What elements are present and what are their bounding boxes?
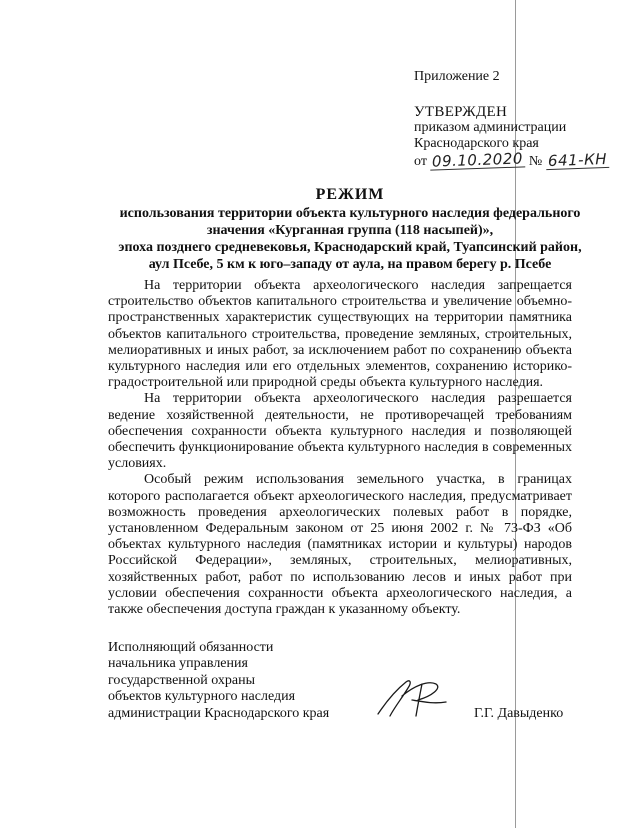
- document-heading: [80, 185, 620, 273]
- handwritten-date: 09.10.2020: [432, 149, 524, 171]
- signatory-line-5: администрации Краснодарского края: [108, 705, 330, 721]
- signatory-line-4: объектов культурного наследия: [108, 689, 296, 705]
- from-label: от: [414, 154, 427, 169]
- heading-line-1: использования территории объекта культурного наследия федерального: [119, 206, 581, 221]
- paragraph-special-regime: Особый режим использования земельного участка, в границах которого располагается объект археологического наследия, предусматривает возможность проведения археологических полевых работ в порядке, установленном Федеральным законом от 25 июня 2002 г. № 73-ФЗ «Об объектах культурного наследия (памятниках истории и культуры) народов Российской Федерации», земляных, строительных, мелиоративных, хозяйственных работ, работ по использованию лесов и иных работ при условии обеспечения сохранности объекта археологического наследия, а также обеспечения доступа граждан к указанному объекту.: [108, 472, 572, 618]
- appendix-label: Приложение 2: [414, 69, 500, 84]
- heading-title: РЕЖИМ: [315, 186, 385, 203]
- heading-line-2: значения «Курганная группа (118 насыпей)»,: [206, 223, 494, 238]
- handwritten-signature: [372, 672, 452, 722]
- handwritten-number: 641-КН: [547, 149, 607, 171]
- paragraph-prohibitions: На территории объекта археологического наследия запрещается строительство объектов капитального строительства и увеличение объемно-пространственных характеристик существующих на территории памятника объектов капитального строительства, проведение земляных, строительных, мелиоративных и иных работ, за исключением работ по сохранению объекта культурного наследия или его отдельных элементов, сохранению историко-градостроительной или природной среды объекта культурного наследия.: [108, 278, 572, 391]
- approval-block: [414, 104, 609, 170]
- signatory-line-1: Исполняющий обязанности: [108, 640, 274, 655]
- signatory-position: [108, 640, 329, 722]
- document-body: [108, 278, 572, 618]
- order-date-number-line: [414, 149, 609, 171]
- signatory-line-3: государственной охраны: [108, 672, 256, 688]
- signatory-line-2: начальника управления: [108, 656, 248, 672]
- heading-line-4: аул Псебе, 5 км к юго–западу от аула, на правом берегу р. Псебе: [148, 257, 552, 272]
- number-label: №: [528, 154, 543, 169]
- approved-title: УТВЕРЖДЕН: [414, 104, 508, 120]
- heading-line-3: эпоха позднего средневековья, Краснодарский край, Туапсинский район,: [118, 240, 582, 255]
- signer-name: Г.Г. Давыденко: [474, 706, 564, 721]
- paragraph-permissions: На территории объекта археологического наследия разрешается ведение хозяйственной деятельности, не противоречащей требованиям обеспечения сохранности объекта культурного наследия и позволяющей обеспечить функционирование объекта культурного наследия в современных условиях.: [108, 391, 572, 472]
- approval-line-1: приказом администрации: [414, 120, 567, 135]
- approval-line-2: Краснодарского края: [414, 136, 539, 151]
